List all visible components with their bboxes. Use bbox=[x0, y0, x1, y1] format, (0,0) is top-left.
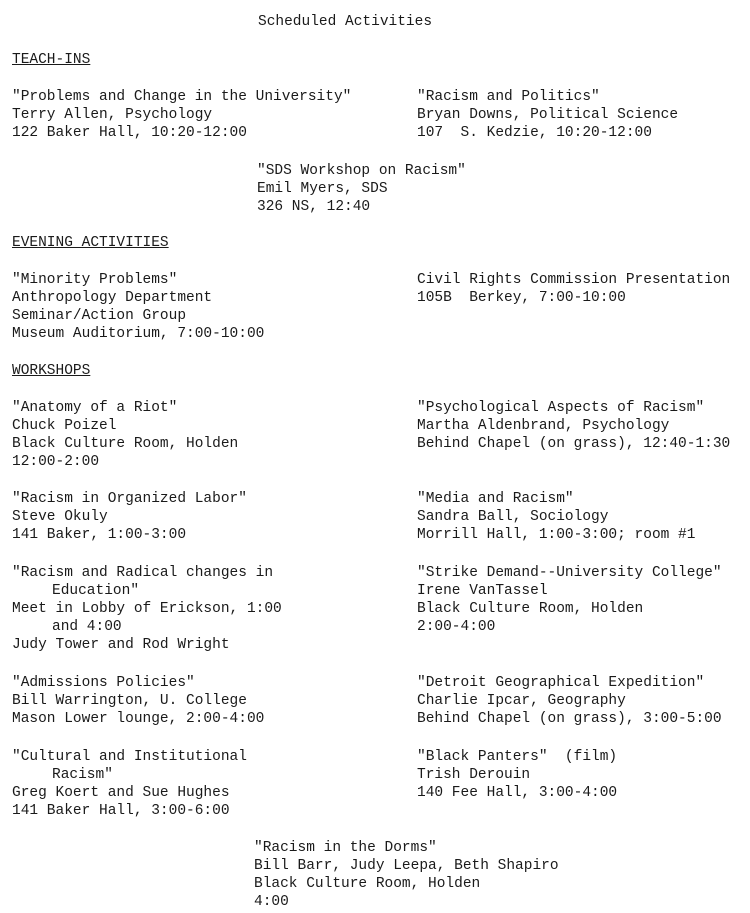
workshop-detroit-geographical-expedition bbox=[417, 674, 722, 728]
event-location: 107 S. Kedzie, 10:20-12:00 bbox=[417, 125, 652, 141]
event-leader: Seminar/Action Group bbox=[12, 308, 187, 324]
event-title: "Media and Racism" bbox=[417, 491, 574, 507]
workshop-strike-demand bbox=[417, 564, 722, 636]
evening-minority-problems bbox=[12, 271, 264, 343]
section-heading-workshops: WORKSHOPS bbox=[12, 363, 91, 379]
event-title: "Racism and Radical changes in bbox=[12, 565, 274, 581]
event-title: "Racism in Organized Labor" bbox=[12, 491, 247, 507]
section-heading-teach-ins: TEACH-INS bbox=[12, 52, 91, 68]
event-time: 2:00-4:00 bbox=[417, 619, 496, 635]
event-title: "Minority Problems" bbox=[12, 272, 178, 288]
event-location: Black Culture Room, Holden bbox=[417, 601, 644, 617]
event-title-continued: Racism" bbox=[52, 767, 113, 783]
event-title: "Racism and Politics" bbox=[417, 89, 600, 105]
event-leader: Greg Koert and Sue Hughes bbox=[12, 785, 230, 801]
workshop-anatomy-of-a-riot bbox=[12, 399, 238, 471]
event-location: 326 NS, 12:40 bbox=[257, 199, 371, 215]
event-title: "Psychological Aspects of Racism" bbox=[417, 400, 705, 416]
workshop-cultural-institutional-racism bbox=[12, 748, 247, 820]
event-location: 122 Baker Hall, 10:20-12:00 bbox=[12, 125, 247, 141]
event-title: "Black Panters" (film) bbox=[417, 749, 618, 765]
event-leader: Anthropology Department bbox=[12, 290, 213, 306]
event-title: "Racism in the Dorms" bbox=[254, 840, 437, 856]
event-title: "Detroit Geographical Expedition" bbox=[417, 675, 705, 691]
workshop-admissions-policies bbox=[12, 674, 264, 728]
event-title: "Strike Demand--University College" bbox=[417, 565, 722, 581]
event-title: "Anatomy of a Riot" bbox=[12, 400, 178, 416]
event-leader: Terry Allen, Psychology bbox=[12, 107, 213, 123]
event-time: and 4:00 bbox=[52, 619, 122, 635]
event-leader: Judy Tower and Rod Wright bbox=[12, 637, 230, 653]
section-heading-evening-activities: EVENING ACTIVITIES bbox=[12, 235, 169, 251]
workshop-psychological-aspects bbox=[417, 399, 730, 453]
event-leader: Sandra Ball, Sociology bbox=[417, 509, 609, 525]
workshop-black-panters-film bbox=[417, 748, 617, 802]
event-leader: Irene VanTassel bbox=[417, 583, 548, 599]
teach-in-sds-workshop bbox=[257, 162, 466, 216]
event-title: "Admissions Policies" bbox=[12, 675, 195, 691]
event-title: Civil Rights Commission Presentation bbox=[417, 272, 731, 288]
event-location: Museum Auditorium, 7:00-10:00 bbox=[12, 326, 265, 342]
page-title: Scheduled Activities bbox=[258, 14, 433, 30]
event-location: Black Culture Room, Holden bbox=[12, 436, 239, 452]
evening-civil-rights-commission bbox=[417, 271, 730, 307]
event-leader: Chuck Poizel bbox=[12, 418, 117, 434]
workshop-racism-in-the-dorms bbox=[254, 839, 559, 911]
event-location: Behind Chapel (on grass), 3:00-5:00 bbox=[417, 711, 722, 727]
event-location: 141 Baker, 1:00-3:00 bbox=[12, 527, 187, 543]
teach-in-racism-and-politics bbox=[417, 88, 678, 142]
event-leader: Steve Okuly bbox=[12, 509, 108, 525]
event-title-continued: Education" bbox=[52, 583, 140, 599]
event-location: 105B Berkey, 7:00-10:00 bbox=[417, 290, 626, 306]
event-location: 140 Fee Hall, 3:00-4:00 bbox=[417, 785, 618, 801]
event-location: Meet in Lobby of Erickson, 1:00 bbox=[12, 601, 282, 617]
event-location: Mason Lower lounge, 2:00-4:00 bbox=[12, 711, 265, 727]
event-leader: Bill Barr, Judy Leepa, Beth Shapiro bbox=[254, 858, 559, 874]
event-leader: Trish Derouin bbox=[417, 767, 531, 783]
workshop-media-and-racism bbox=[417, 490, 695, 544]
event-location: 141 Baker Hall, 3:00-6:00 bbox=[12, 803, 230, 819]
event-leader: Bryan Downs, Political Science bbox=[417, 107, 679, 123]
event-title: "Cultural and Institutional bbox=[12, 749, 247, 765]
event-leader: Emil Myers, SDS bbox=[257, 181, 388, 197]
event-location: Morrill Hall, 1:00-3:00; room #1 bbox=[417, 527, 696, 543]
event-leader: Bill Warrington, U. College bbox=[12, 693, 247, 709]
event-leader: Martha Aldenbrand, Psychology bbox=[417, 418, 670, 434]
event-location: Black Culture Room, Holden bbox=[254, 876, 481, 892]
event-time: 4:00 bbox=[254, 894, 289, 910]
event-title: "Problems and Change in the University" bbox=[12, 89, 352, 105]
workshop-organized-labor bbox=[12, 490, 247, 544]
workshop-radical-changes-education bbox=[12, 564, 282, 654]
event-title: "SDS Workshop on Racism" bbox=[257, 163, 466, 179]
teach-in-problems-and-change bbox=[12, 88, 351, 142]
event-leader: Charlie Ipcar, Geography bbox=[417, 693, 626, 709]
event-location: Behind Chapel (on grass), 12:40-1:30 bbox=[417, 436, 731, 452]
event-time: 12:00-2:00 bbox=[12, 454, 100, 470]
